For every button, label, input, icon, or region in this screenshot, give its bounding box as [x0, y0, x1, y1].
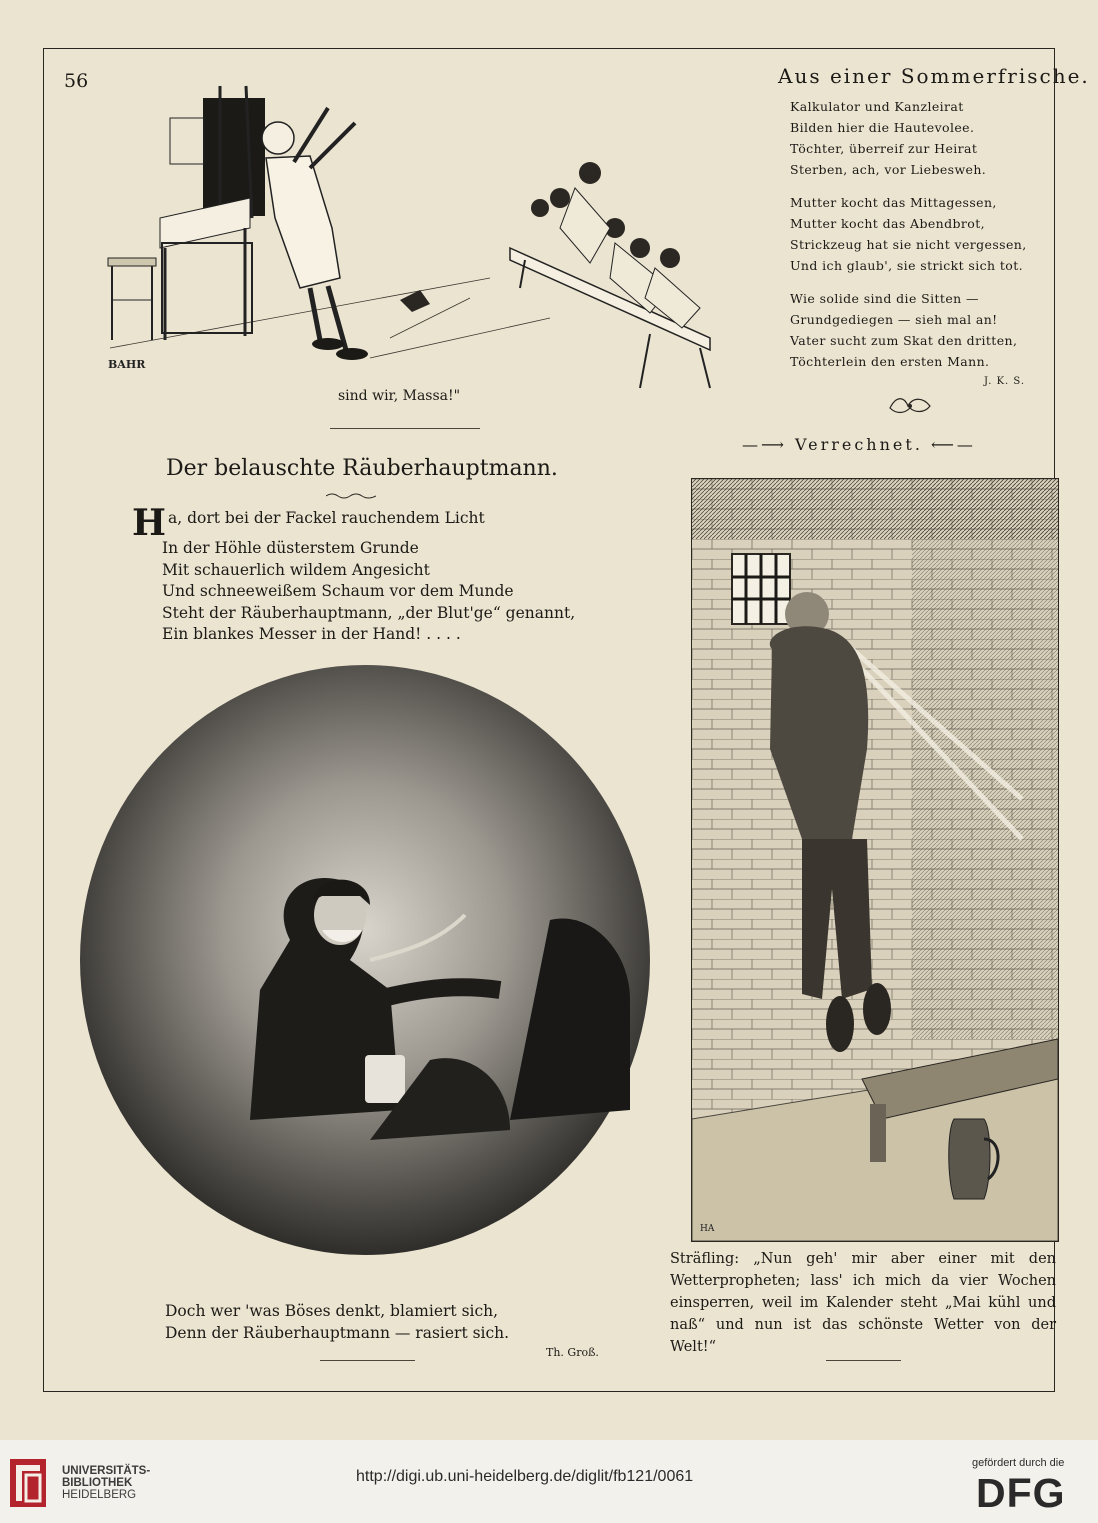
poem-stanza [790, 192, 1040, 276]
poem-line: Wie solide sind die Sitten — [790, 291, 979, 306]
dfg-logo: DFG [976, 1470, 1066, 1516]
institution-line: BIBLIOTHEK [62, 1477, 133, 1489]
poem-line: Vater sucht zum Skat den dritten, [790, 333, 1018, 348]
poem-line: Töchter, überreif zur Heirat [790, 141, 978, 156]
prisoner-signature: HA [700, 1224, 715, 1234]
institution-line: UNIVERSITÄTS- [62, 1465, 151, 1477]
title-flourish [326, 492, 376, 500]
cartoon-drawing [70, 78, 760, 396]
verse-line: Mit schauerlich wildem Angesicht [162, 560, 430, 579]
verse-ending [165, 1300, 509, 1344]
poem-line: Töchterlein den ersten Mann. [790, 354, 990, 369]
divider [320, 1360, 415, 1361]
poem-line: Mutter kocht das Abendbrot, [790, 216, 986, 231]
story-title: Der belauschte Räuberhauptmann. [166, 456, 558, 481]
cartoon-illustration [70, 78, 760, 396]
poem-line: Kalkulator und Kanzleirat [790, 99, 964, 114]
story-verse [132, 502, 582, 646]
poem-line: Mutter kocht das Mittagessen, [790, 195, 997, 210]
institution-line: HEIDELBERG [62, 1489, 137, 1501]
verse-line: In der Höhle düsterstem Grunde [162, 539, 419, 557]
prisoner-drawing [692, 479, 1058, 1241]
poem-author: J. K. S. [984, 376, 1026, 387]
poem-text [790, 96, 1040, 384]
poem-line: Grundgediegen — sieh mal an! [790, 312, 998, 327]
poem-line: Strickzeug hat sie nicht vergessen, [790, 237, 1027, 252]
poem-line: Sterben, ach, vor Liebesweh. [790, 162, 987, 177]
section-title-verrechnet: —⟶ Verrechnet. ⟵— [742, 435, 976, 454]
verse-author: Th. Groß. [546, 1346, 599, 1359]
verse-line: Steht der Räuberhauptmann, „der Blut'ge“ genannt, [162, 603, 576, 622]
cartoon-caption: sind wir, Massa!" [338, 388, 461, 404]
robber-drawing [70, 660, 660, 1300]
verse-line: Ein blankes Messer in der Hand! . . . . [162, 625, 461, 643]
prisoner-illustration [691, 478, 1059, 1242]
prisoner-caption: Sträfling: „Nun geh' mir aber einer mit den Wetterpropheten; lass' ich mich da vier Wochen einsperren, weil im Kalender steht „Mai kühl und naß“ und nun ist das schönste Wetter von der Welt!“ [670, 1251, 1056, 1355]
verse-line-text: a, dort bei der Fackel rauchendem Licht [168, 509, 485, 527]
robber-vignette [70, 660, 660, 1300]
drop-cap: H [132, 502, 167, 544]
permalink-url[interactable]: http://digi.ub.uni-heidelberg.de/diglit/fb121/0061 [356, 1468, 694, 1485]
verse-line: Und schneeweißem Schaum vor dem Munde [162, 582, 514, 600]
university-logo-icon [8, 1457, 48, 1509]
divider [826, 1360, 901, 1361]
poem-title: Aus einer Sommerfrische. [778, 64, 1090, 88]
page-number: 56 [64, 70, 89, 92]
verse-line: Doch wer 'was Böses denkt, blamiert sich, [165, 1302, 499, 1320]
verse-line [132, 502, 582, 544]
poem-stanza [790, 96, 1040, 180]
funded-by-label: gefördert durch die [972, 1457, 1065, 1469]
verse-line: Denn der Räuberhauptmann — rasiert sich. [165, 1324, 510, 1342]
divider [330, 428, 480, 429]
ornament-icon [886, 394, 934, 416]
institution-name [62, 1465, 150, 1501]
poem-line: Und ich glaub', sie strickt sich tot. [790, 258, 1024, 273]
cartoon-signature: BAHR [108, 358, 146, 371]
poem-stanza [790, 288, 1040, 372]
poem-line: Bilden hier die Hautevolee. [790, 120, 975, 135]
